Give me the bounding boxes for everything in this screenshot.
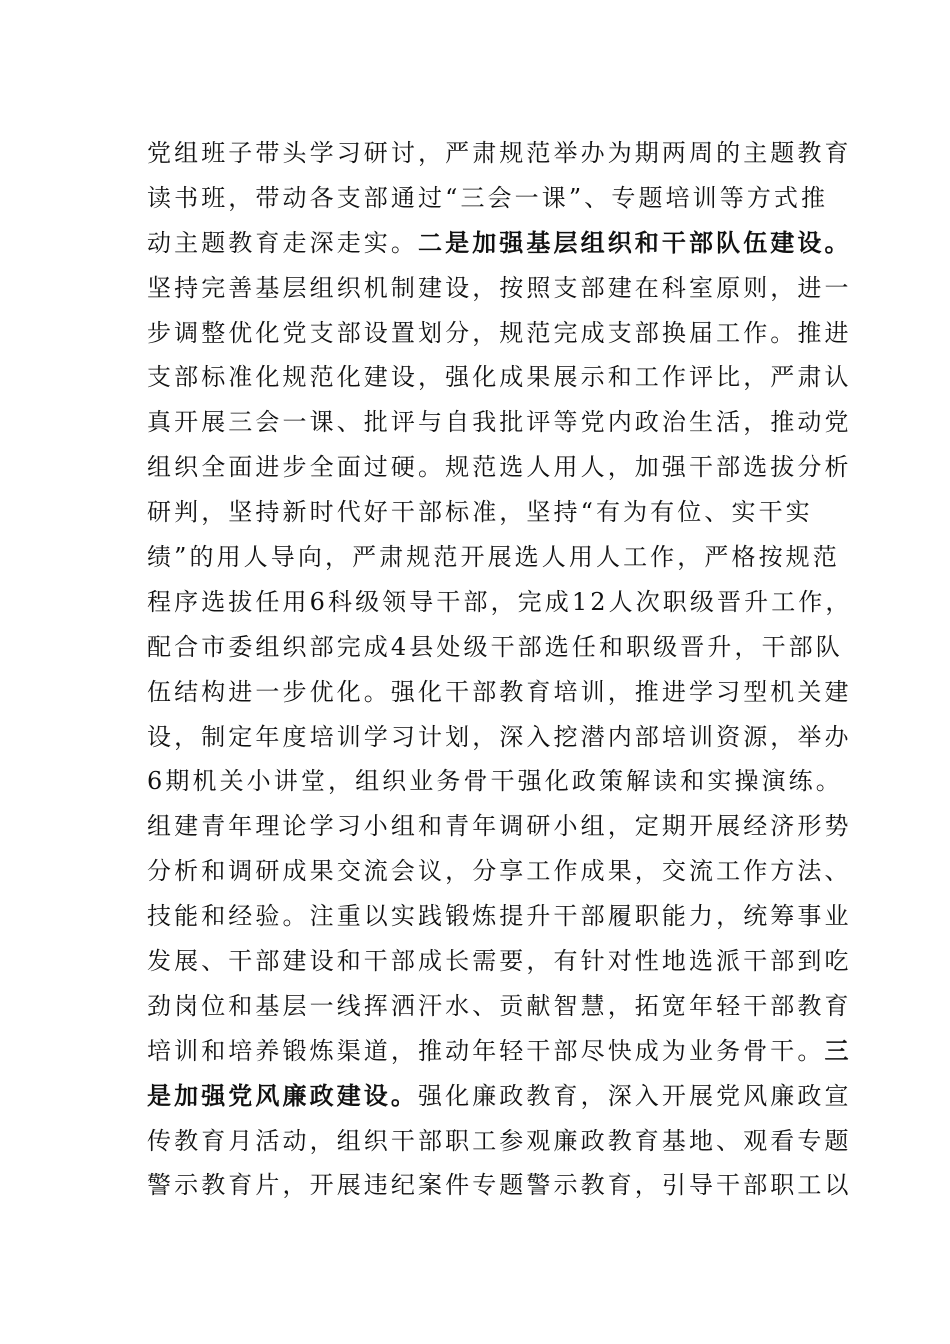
text-span: 劲岗位和基层一线挥洒汗水、贡献智慧，拓宽年轻干部教育 xyxy=(147,991,852,1020)
text-span: 党组班子带头学习研讨，严肃规范举办为期两周的主题教育 xyxy=(147,139,852,167)
bold-heading-span: 三 xyxy=(824,1036,852,1065)
text-line xyxy=(147,804,852,849)
text-line xyxy=(147,759,843,804)
text-span: 研判，坚持新时代好干部标准，坚持“有为有位、实干实 xyxy=(147,498,813,527)
text-span: 技能和经验。注重以实践锻炼提升干部履职能力，统筹事业 xyxy=(147,902,852,931)
text-span: 支部标准化规范化建设，强化成果展示和工作评比，严肃认 xyxy=(147,363,852,392)
text-span: 动主题教育走深走实。 xyxy=(147,228,418,257)
text-line xyxy=(147,355,852,400)
text-line xyxy=(147,894,852,939)
bold-heading-span: 是加强党风廉政建设。 xyxy=(147,1081,418,1110)
text-line xyxy=(147,445,852,490)
text-line xyxy=(147,625,843,670)
text-span: 坚持完善基层组织机制建设，按照支部建在科室原则，进一 xyxy=(147,273,852,302)
text-span: 组织全面进步全面过硬。规范选人用人，加强干部选拔分析 xyxy=(147,453,852,482)
text-line xyxy=(147,580,853,625)
text-span: 步调整优化党支部设置划分，规范完成支部换届工作。推进 xyxy=(147,318,852,347)
text-line xyxy=(147,535,840,580)
text-line xyxy=(147,176,829,221)
text-line xyxy=(147,1119,852,1164)
text-line xyxy=(147,939,852,984)
text-span: 发展、干部建设和干部成长需要，有针对性地选派干部到吃 xyxy=(147,947,852,976)
text-line xyxy=(147,400,852,445)
text-span: 绩”的用人导向，严肃规范开展选人用人工作，严格按规范 xyxy=(147,543,840,572)
text-line xyxy=(147,849,852,894)
text-line xyxy=(147,1074,852,1119)
text-span: 组建青年理论学习小组和青年调研小组，定期开展经济形势 xyxy=(147,812,852,841)
text-line xyxy=(147,984,852,1029)
text-span: 配合市委组织部完成4县处级干部选任和职级晋升，干部队 xyxy=(147,632,843,661)
text-span: 培训和培养锻炼渠道，推动年轻干部尽快成为业务骨干。 xyxy=(147,1036,825,1065)
text-line xyxy=(147,490,813,535)
bold-heading-span: 二是加强基层组织和干部队伍建设。 xyxy=(418,228,852,257)
text-span: 强化廉政教育，深入开展党风廉政宣 xyxy=(418,1081,852,1110)
text-line xyxy=(147,311,852,356)
text-span: 分析和调研成果交流会议，分享工作成果，交流工作方法、 xyxy=(147,857,852,886)
text-line xyxy=(147,266,852,311)
text-line xyxy=(147,1163,852,1208)
text-line xyxy=(147,221,852,266)
text-span: 读书班，带动各支部通过“三会一课”、专题培训等方式推 xyxy=(147,183,829,212)
text-line xyxy=(147,715,852,760)
text-span: 6期机关小讲堂，组织业务骨干强化政策解读和实操演练。 xyxy=(147,767,843,796)
text-span: 伍结构进一步优化。强化干部教育培训，推进学习型机关建 xyxy=(147,677,852,706)
text-line xyxy=(147,670,852,715)
text-span: 真开展三会一课、批评与自我批评等党内政治生活，推动党 xyxy=(147,408,852,437)
text-line xyxy=(147,131,852,176)
text-span: 传教育月活动，组织干部职工参观廉政教育基地、观看专题 xyxy=(147,1126,852,1155)
text-span: 程序选拔任用6科级领导干部，完成12人次职级晋升工作， xyxy=(147,587,853,616)
body-text xyxy=(147,131,853,1208)
text-line xyxy=(147,1029,852,1074)
text-span: 设，制定年度培训学习计划，深入挖潜内部培训资源，举办 xyxy=(147,722,852,751)
text-span: 警示教育片，开展违纪案件专题警示教育，引导干部职工以 xyxy=(147,1171,852,1200)
